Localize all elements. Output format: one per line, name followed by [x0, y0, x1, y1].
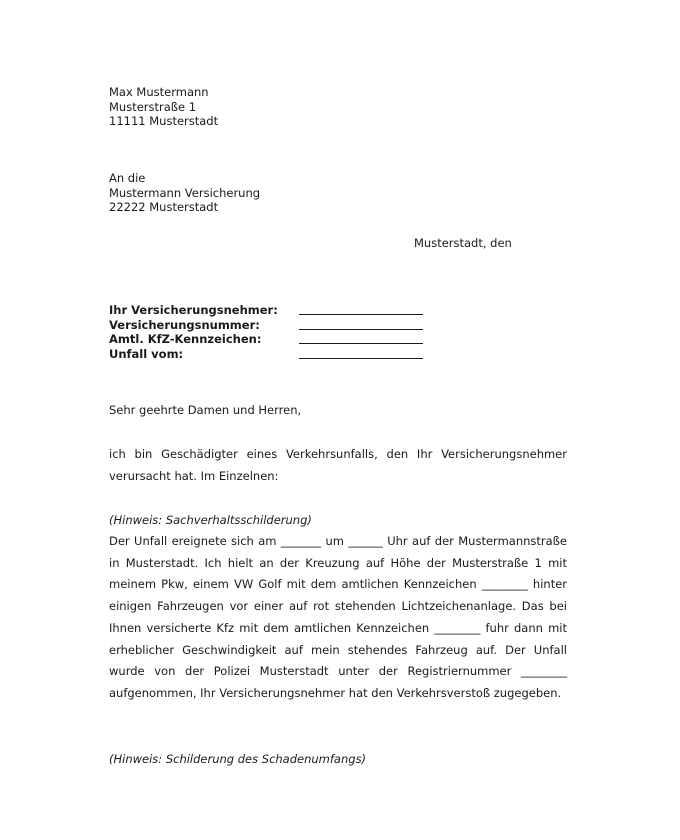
- recipient-city: 22222 Musterstadt: [109, 200, 219, 214]
- sender-city: 11111 Musterstadt: [109, 114, 219, 128]
- sender-address: [109, 85, 569, 129]
- salutation: Sehr geehrte Damen und Herren,: [109, 403, 302, 417]
- facts-paragraph: Der Unfall ereignete sich am _______ um ______ Uhr auf der Mustermannstraße in Musterstadt. Ich hielt an der Kreuzung auf Höhe der Musterstraße 1 mit meinem Pkw, einem VW Golf mit dem amtlichen Kennzeichen ________ hinter einigen Fahrzeugen vor einer auf rot stehenden Lichtzeichenanlage. Das bei Ihnen versicherte Kfz mit dem amtlichen Kennzeichen ________ fuhr dann mit erheblicher Geschwindigkeit auf mein stehendes Fahrzeug auf. Der Unfall wurde von der Polizei Musterstadt unter der Registriernummer ________ aufgenommen, Ihr Versicherungsnehmer hat den Verkehrsverstoß zugegeben.: [109, 534, 567, 700]
- sender-street: Musterstraße 1: [109, 99, 197, 114]
- recipient-company: Mustermann Versicherung: [109, 185, 261, 200]
- intro-paragraph: ich bin Geschädigter eines Verkehrsunfalls, den Ihr Versicherungsnehmer verursacht hat. Im Einzelnen:: [109, 447, 567, 483]
- reference-label: Versicherungsnummer:: [109, 317, 260, 332]
- reference-blank-line: [299, 332, 423, 344]
- reference-blank-line: [299, 318, 423, 330]
- recipient-line1: An die: [109, 171, 146, 185]
- reference-blank-line: [299, 347, 423, 359]
- reference-label: Unfall vom:: [109, 346, 184, 361]
- sender-name: Max Mustermann: [109, 85, 209, 99]
- reference-blank-line: [299, 303, 423, 315]
- recipient-address: [109, 171, 569, 215]
- hint-facts: (Hinweis: Sachverhaltsschilderung): [109, 513, 312, 527]
- reference-label: Ihr Versicherungsnehmer:: [109, 303, 278, 317]
- reference-label: Amtl. KfZ-Kennzeichen:: [109, 332, 262, 346]
- place-date: Musterstadt, den: [414, 236, 512, 250]
- hint-damage: (Hinweis: Schilderung des Schadenumfangs): [109, 752, 367, 766]
